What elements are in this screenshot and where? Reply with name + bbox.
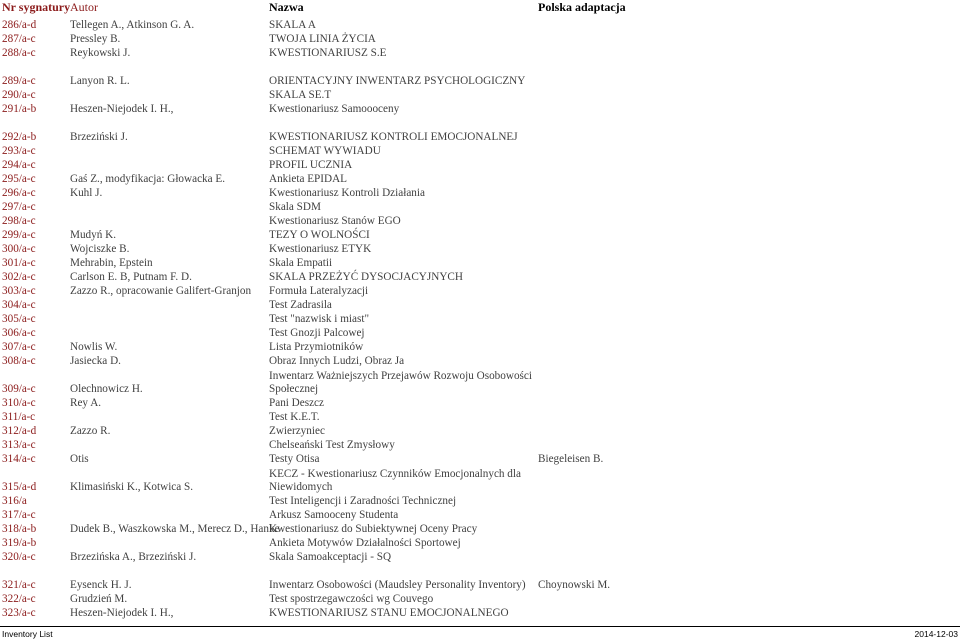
row-nazwa: Testy Otisa [269, 453, 320, 465]
row-nr-sygnatury: 310/a-c [2, 397, 36, 409]
table-row [0, 298, 960, 312]
row-nr-sygnatury: 290/a-c [2, 89, 36, 101]
table-row [0, 46, 960, 60]
table-row [0, 592, 960, 606]
row-nazwa: Ankieta Motywów Działalności Sportowej [269, 537, 461, 549]
row-nr-sygnatury: 312/a-d [2, 425, 37, 437]
footer-date: 2014-12-03 [914, 629, 958, 639]
table-row [0, 508, 960, 522]
row-autor: Carlson E. B, Putnam F. D. [70, 271, 192, 283]
row-nazwa: Społecznej [269, 383, 319, 395]
row-nr-sygnatury: 318/a-b [2, 523, 37, 535]
row-nazwa: Inwentarz Osobowości (Maudsley Personality Inventory) [269, 579, 526, 591]
header-nr-sygnatury: Nr sygnatury [2, 0, 71, 14]
row-polska-adaptacja: Biegeleisen B. [538, 453, 604, 465]
row-nazwa-line1: KECZ - Kwestionariusz Czynników Emocjonalnych dla [269, 468, 521, 480]
row-nazwa: Kwestionariusz ETYK [269, 243, 372, 255]
header-nazwa: Nazwa [269, 0, 304, 14]
row-nr-sygnatury: 313/a-c [2, 439, 36, 451]
row-nr-sygnatury: 291/a-b [2, 103, 37, 115]
row-nazwa: Niewidomych [269, 481, 333, 493]
row-nazwa: Chelseański Test Zmysłowy [269, 439, 395, 451]
row-nazwa: Test K.E.T. [269, 411, 320, 423]
row-nr-sygnatury: 298/a-c [2, 215, 36, 227]
table-row [0, 228, 960, 242]
row-nr-sygnatury: 299/a-c [2, 229, 36, 241]
row-nazwa: Kwestionariusz Samoooceny [269, 103, 400, 115]
row-nr-sygnatury: 300/a-c [2, 243, 36, 255]
row-autor: Mehrabin, Epstein [70, 257, 153, 269]
row-nr-sygnatury: 314/a-c [2, 453, 36, 465]
row-nr-sygnatury: 294/a-c [2, 159, 36, 171]
row-nazwa: Test spostrzegawczości wg Couvego [269, 593, 434, 605]
row-autor: Rey A. [70, 397, 102, 409]
row-autor: Tellegen A., Atkinson G. A. [70, 19, 195, 31]
table-row [0, 88, 960, 102]
row-nr-sygnatury: 323/a-c [2, 607, 36, 619]
table-row [0, 438, 960, 452]
row-nazwa: Kwestionariusz do Subiektywnej Oceny Pracy [269, 523, 478, 535]
footer-divider [0, 626, 960, 627]
row-nr-sygnatury: 322/a-c [2, 593, 36, 605]
row-nr-sygnatury: 301/a-c [2, 257, 36, 269]
row-nazwa: KWESTIONARIUSZ STANU EMOCJONALNEGO [269, 607, 509, 619]
row-nr-sygnatury: 289/a-c [2, 75, 36, 87]
table-row [0, 172, 960, 186]
table-row [0, 186, 960, 200]
row-nr-sygnatury: 309/a-c [2, 383, 36, 395]
row-nazwa: Zwierzyniec [269, 425, 325, 437]
row-nr-sygnatury: 296/a-c [2, 187, 36, 199]
row-nazwa: Arkusz Samooceny Studenta [269, 509, 399, 521]
table-row [0, 494, 960, 508]
row-nazwa: KWESTIONARIUSZ KONTROLI EMOCJONALNEJ [269, 131, 518, 143]
row-nr-sygnatury: 315/a-d [2, 481, 37, 493]
row-nr-sygnatury: 320/a-c [2, 551, 36, 563]
table-row [0, 214, 960, 228]
row-autor: Klimasiński K., Kotwica S. [70, 481, 194, 493]
row-autor: Heszen-Niejodek I. H., [70, 607, 174, 619]
row-nazwa: PROFIL UCZNIA [269, 159, 353, 171]
table-row [0, 354, 960, 368]
table-row [0, 144, 960, 158]
row-nazwa: Skala SDM [269, 201, 321, 213]
table-row [0, 200, 960, 214]
table-row [0, 284, 960, 298]
row-nr-sygnatury: 319/a-b [2, 537, 37, 549]
table-row [0, 312, 960, 326]
table-row [0, 256, 960, 270]
header-polska-adaptacja: Polska adaptacja [538, 0, 626, 14]
row-nr-sygnatury: 305/a-c [2, 313, 36, 325]
table-row [0, 102, 960, 116]
row-autor: Eysenck H. J. [70, 579, 132, 591]
row-autor: Pressley B. [70, 33, 121, 45]
table-row [0, 270, 960, 284]
row-nazwa: KWESTIONARIUSZ S.E [269, 47, 387, 59]
row-autor: Mudyń K. [70, 229, 116, 241]
table-row [0, 18, 960, 32]
table-row [0, 370, 960, 396]
row-nr-sygnatury: 311/a-c [2, 411, 36, 423]
table-row [0, 74, 960, 88]
table-row [0, 452, 960, 466]
row-autor: Grudzień M. [70, 593, 128, 605]
row-nr-sygnatury: 286/a-d [2, 19, 37, 31]
row-autor: Zazzo R. [70, 425, 111, 437]
row-nazwa-line1: Inwentarz Ważniejszych Przejawów Rozwoju Osobowości [269, 370, 532, 382]
row-nazwa: Skala Empatii [269, 257, 333, 269]
row-autor: Nowlis W. [70, 341, 118, 353]
row-nr-sygnatury: 302/a-c [2, 271, 36, 283]
row-polska-adaptacja: Choynowski M. [538, 579, 611, 591]
row-nr-sygnatury: 316/a [2, 495, 27, 507]
row-autor: Olechnowicz H. [70, 383, 143, 395]
table-row [0, 130, 960, 144]
row-nazwa: Test Gnozji Palcowej [269, 327, 365, 339]
row-nr-sygnatury: 317/a-c [2, 509, 36, 521]
row-autor: Kuhl J. [70, 187, 103, 199]
row-nazwa: Kwestionariusz Stanów EGO [269, 215, 401, 227]
table-row [0, 242, 960, 256]
table-row [0, 578, 960, 592]
row-nazwa: Test "nazwisk i miast" [269, 313, 370, 325]
row-nr-sygnatury: 293/a-c [2, 145, 36, 157]
row-nazwa: Kwestionariusz Kontroli Działania [269, 187, 425, 199]
table-row [0, 410, 960, 424]
row-nazwa: Obraz Innych Ludzi, Obraz Ja [269, 355, 405, 367]
row-nazwa: Ankieta EPIDAL [269, 173, 347, 185]
row-nazwa: TEZY O WOLNOŚCI [269, 229, 370, 241]
row-nr-sygnatury: 297/a-c [2, 201, 36, 213]
table-row [0, 606, 960, 620]
row-autor: Heszen-Niejodek I. H., [70, 103, 174, 115]
row-nazwa: SKALA A [269, 19, 316, 31]
row-autor: Jasiecka D. [70, 355, 121, 367]
row-nr-sygnatury: 307/a-c [2, 341, 36, 353]
row-autor: Brzezińska A., Brzeziński J. [70, 551, 197, 563]
table-row [0, 326, 960, 340]
table-row [0, 396, 960, 410]
row-autor: Lanyon R. L. [70, 75, 130, 87]
row-nr-sygnatury: 295/a-c [2, 173, 36, 185]
row-autor: Brzeziński J. [70, 131, 128, 143]
row-nr-sygnatury: 287/a-c [2, 33, 36, 45]
row-nazwa: SCHEMAT WYWIADU [269, 145, 381, 157]
row-nr-sygnatury: 292/a-b [2, 131, 37, 143]
row-nr-sygnatury: 288/a-c [2, 47, 36, 59]
row-nazwa: TWOJA LINIA ŻYCIA [269, 33, 376, 45]
row-nr-sygnatury: 303/a-c [2, 285, 36, 297]
table-row [0, 340, 960, 354]
row-nazwa: Test Inteligencji i Zaradności Technicznej [269, 495, 457, 507]
row-nazwa: Lista Przymiotników [269, 341, 364, 353]
row-autor: Reykowski J. [70, 47, 131, 59]
table-row [0, 550, 960, 564]
table-row [0, 522, 960, 536]
row-nazwa: ORIENTACYJNY INWENTARZ PSYCHOLOGICZNY [269, 75, 526, 87]
row-nazwa: Test Zadrasila [269, 299, 332, 311]
table-row [0, 158, 960, 172]
row-nazwa: Pani Deszcz [269, 397, 324, 409]
row-nazwa: Formuła Lateralyzacji [269, 285, 369, 297]
table-row [0, 468, 960, 494]
header-autor: Autor [70, 0, 98, 14]
table-row [0, 424, 960, 438]
row-nr-sygnatury: 304/a-c [2, 299, 36, 311]
row-autor: Wojciszke B. [70, 243, 130, 255]
row-autor: Otis [70, 453, 89, 465]
row-nr-sygnatury: 321/a-c [2, 579, 36, 591]
row-nazwa: Skala Samoakceptacji - SQ [269, 551, 392, 563]
row-nazwa: SKALA PRZEŻYĆ DYSOCJACYJNYCH [269, 271, 463, 283]
table-row [0, 536, 960, 550]
row-nazwa: SKALA SE.T [269, 89, 332, 101]
row-autor: Dudek B., Waszkowska M., Merecz D., Hanke [70, 523, 280, 535]
row-autor: Zazzo R., opracowanie Galifert-Granjon [70, 285, 252, 297]
row-autor: Gaś Z., modyfikacja: Głowacka E. [70, 173, 226, 185]
row-nr-sygnatury: 308/a-c [2, 355, 36, 367]
table-row [0, 32, 960, 46]
footer-title: Inventory List [2, 629, 53, 639]
row-nr-sygnatury: 306/a-c [2, 327, 36, 339]
